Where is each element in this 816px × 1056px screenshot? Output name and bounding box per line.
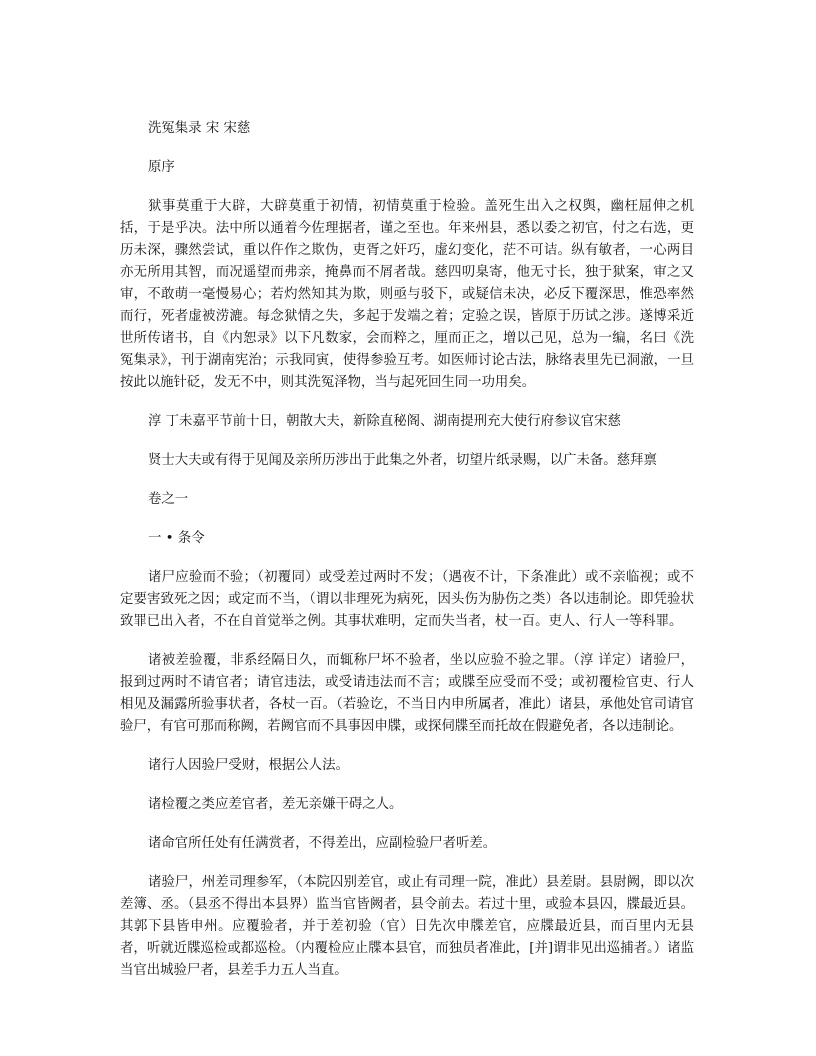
preface-note: 贤士大夫或有得于见闻及亲所历涉出于此集之外者，切望片纸录赐，以广未备。慈拜禀 xyxy=(148,453,657,468)
section-paragraph: 诸被差验覆，非系经隔日久，而辄称尸坏不验者，坐以应验不验之罪。（淳 详定）诸验尸，报到过两时不请官者；请官违法，或受请违法而不言；或牒至应受而不受；或初覆检官吏、行人相见及漏露所验事状者，各杖一百。（若验讫，不当日内申所属者，准此）诸县，承他处官司请官验尸，有官可那而称阙，若阙官而不具事因申牒，或探伺牒至而托故在假避免者，各以违制论。 xyxy=(120,653,694,734)
document-title: 洗冤集录 宋 宋慈 xyxy=(148,121,251,136)
section-paragraph: 诸行人因验尸受财，根据公人法。 xyxy=(148,758,349,773)
preface-signature: 淳 丁未嘉平节前十日，朝散大夫，新除直秘阁、湖南提刑充大使行府参议官宋慈 xyxy=(148,414,621,429)
volume-heading: 卷之一 xyxy=(148,492,189,507)
section-paragraph: 诸尸应验而不验；（初覆同）或受差过两时不发；（遇夜不计，下条准此）或不亲临视；或不定要害致死之因；或定而不当，（谓以非理死为病死，因头伤为胁伤之类）各以违制论。即凭验状致罪已出入者，不在自首觉举之例。其事状难明，定而失当者，杖一百。吏人、行人一等科罪。 xyxy=(120,570,694,629)
preface-paragraph: 狱事莫重于大辟，大辟莫重于初情，初情莫重于检验。盖死生出入之权舆，幽枉屈伸之机括，于是乎决。法中所以通着今佐理据者，谨之至也。年来州县，悉以委之初官，付之右选，更历未深，骤然尝试，重以仵作之欺伪，吏胥之奸巧，虚幻变化，茫不可诘。纵有敏者，一心两目亦无所用其智，而况遥望而弗亲，掩鼻而不屑者哉。慈四叨臬寄，他无寸长，独于狱案，审之又审，不敢萌一毫慢易心；若灼然知其为欺，则亟与驳下，或疑信未决，必反下覆深思，惟恐率然而行，死者虚被涝漉。每念狱情之失，多起于发端之着；定验之误，皆原于历试之涉。遂博采近世所传诸书，自《内恕录》以下凡数家，会而粹之，厘而正之，增以己见，总为一编，名曰《洗冤集录》，刊于湖南宪治；示我同寅，使得参验互考。如医师讨论古法，脉络表里先已洞澈，一旦按此以施针砭，发无不中，则其洗冤泽物，当与起死回生同一功用矣。 xyxy=(120,199,694,390)
section-paragraph: 诸命官所任处有任满赏者，不得差出，应副检验尸者听差。 xyxy=(148,836,497,851)
preface-heading: 原序 xyxy=(148,160,175,175)
section-paragraph: 诸检覆之类应差官者，差无亲嫌干碍之人。 xyxy=(148,797,403,812)
document-page xyxy=(120,118,694,999)
section-heading: 一 • 条令 xyxy=(148,531,205,546)
section-paragraph: 诸验尸，州差司理参军，（本院囚别差官，或止有司理一院，准此）县差尉。县尉阙，即以次差簿、丞。（县丞不得出本县界）监当官皆阙者，县令前去。若过十里，或验本县囚，牒最近县。其郭下县皆申州。应覆验者，并于差初验（官）日先次申牒差官，应牒最近县，而百里内无县者，听就近牒巡检或都巡检。（内覆检应止牒本县官，而独员者准此，[并]谓非见出巡捕者。）诸监当官出城验尸者，县差手力五人当直。 xyxy=(120,875,694,978)
